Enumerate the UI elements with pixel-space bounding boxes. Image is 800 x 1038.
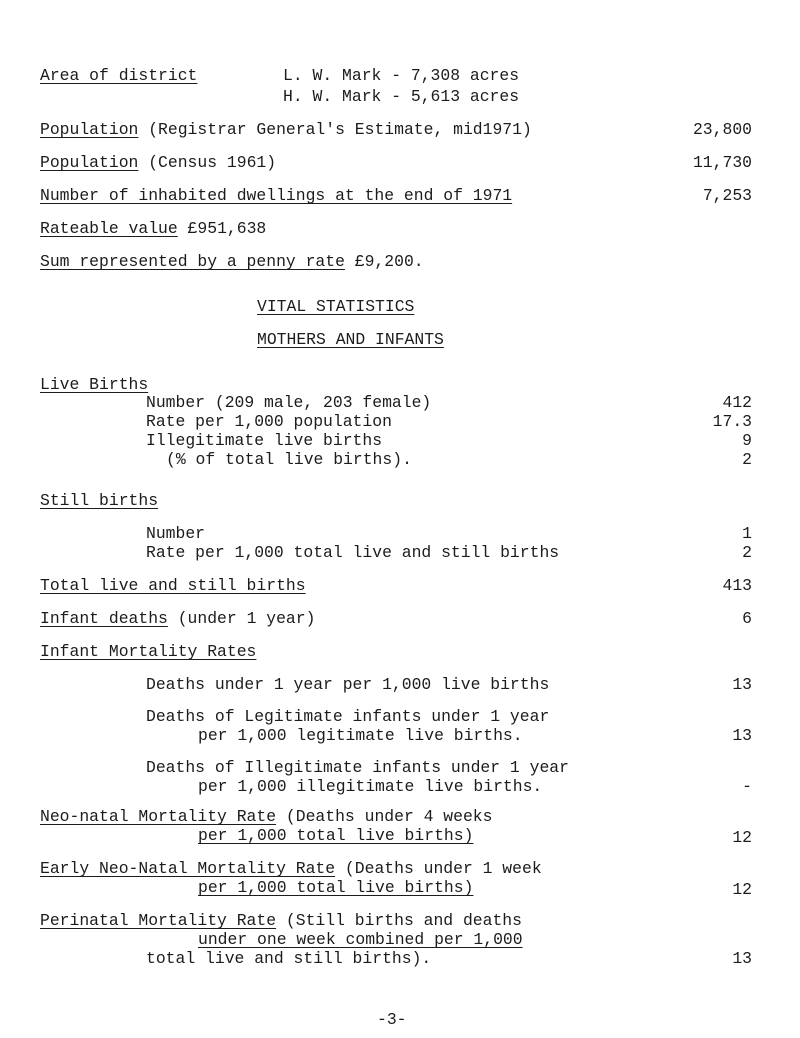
dwellings-label: Number of inhabited dwellings at the end of 1971 bbox=[40, 186, 513, 205]
neonatal-line-2: per 1,000 total live births) bbox=[198, 826, 474, 845]
still-births-rate-value: 2 bbox=[742, 543, 752, 562]
population-census-value: 11,730 bbox=[692, 153, 752, 172]
imr-row-2a: Deaths of Legitimate infants under 1 year bbox=[146, 707, 550, 726]
perinatal-line-2: under one week combined per 1,000 bbox=[198, 930, 523, 949]
still-births-number-value: 1 bbox=[742, 524, 752, 543]
area-lw-mark: L. W. Mark - 7,308 acres bbox=[283, 66, 520, 85]
live-births-percent: (% of total live births). bbox=[166, 450, 412, 469]
neonatal-line-1: Neo-natal Mortality Rate (Deaths under 4 weeks bbox=[40, 807, 493, 826]
penny-rate-line: Sum represented by a penny rate £9,200. bbox=[40, 252, 424, 271]
population-estimate-line: Population (Registrar General's Estimate, mid1971) bbox=[40, 120, 532, 139]
neonatal-value: 12 bbox=[732, 828, 752, 847]
imr-row-2-value: 13 bbox=[732, 726, 752, 745]
imr-row-3-value: - bbox=[742, 777, 752, 796]
still-births-number: Number bbox=[146, 524, 206, 543]
infant-deaths-line: Infant deaths (under 1 year) bbox=[40, 609, 316, 628]
live-births-rate: Rate per 1,000 population bbox=[146, 412, 392, 431]
imr-heading: Infant Mortality Rates bbox=[40, 642, 257, 661]
still-births-rate: Rate per 1,000 total live and still births bbox=[146, 543, 560, 562]
live-births-illegitimate: Illegitimate live births bbox=[146, 431, 383, 450]
live-births-number: Number (209 male, 203 female) bbox=[146, 393, 432, 412]
imr-row-1: Deaths under 1 year per 1,000 live births bbox=[146, 675, 550, 694]
total-births-value: 413 bbox=[722, 576, 752, 595]
dwellings-value: 7,253 bbox=[702, 186, 752, 205]
early-neonatal-line-2: per 1,000 total live births) bbox=[198, 878, 474, 897]
section-subtitle: MOTHERS AND INFANTS bbox=[257, 330, 444, 349]
area-hw-mark: H. W. Mark - 5,613 acres bbox=[283, 87, 520, 106]
rateable-value-line: Rateable value £951,638 bbox=[40, 219, 267, 238]
early-neonatal-value: 12 bbox=[732, 880, 752, 899]
perinatal-value: 13 bbox=[732, 949, 752, 968]
still-births-heading: Still births bbox=[40, 491, 159, 510]
imr-row-3b: per 1,000 illegitimate live births. bbox=[198, 777, 543, 796]
page-number: -3- bbox=[377, 1010, 407, 1029]
live-births-heading: Live Births bbox=[40, 375, 149, 394]
infant-deaths-value: 6 bbox=[742, 609, 752, 628]
perinatal-line-3: total live and still births). bbox=[146, 949, 432, 968]
early-neonatal-line-1: Early Neo-Natal Mortality Rate (Deaths under 1 week bbox=[40, 859, 542, 878]
imr-row-1-value: 13 bbox=[732, 675, 752, 694]
live-births-rate-value: 17.3 bbox=[712, 412, 752, 431]
imr-row-3a: Deaths of Illegitimate infants under 1 year bbox=[146, 758, 569, 777]
live-births-number-value: 412 bbox=[722, 393, 752, 412]
population-census-line: Population (Census 1961) bbox=[40, 153, 277, 172]
population-estimate-value: 23,800 bbox=[692, 120, 752, 139]
perinatal-line-1: Perinatal Mortality Rate (Still births and deaths bbox=[40, 911, 522, 930]
live-births-illegitimate-value: 9 bbox=[742, 431, 752, 450]
area-label: Area of district bbox=[40, 66, 198, 85]
total-births-label: Total live and still births bbox=[40, 576, 306, 595]
imr-row-2b: per 1,000 legitimate live births. bbox=[198, 726, 523, 745]
section-title: VITAL STATISTICS bbox=[257, 297, 415, 316]
live-births-percent-value: 2 bbox=[742, 450, 752, 469]
